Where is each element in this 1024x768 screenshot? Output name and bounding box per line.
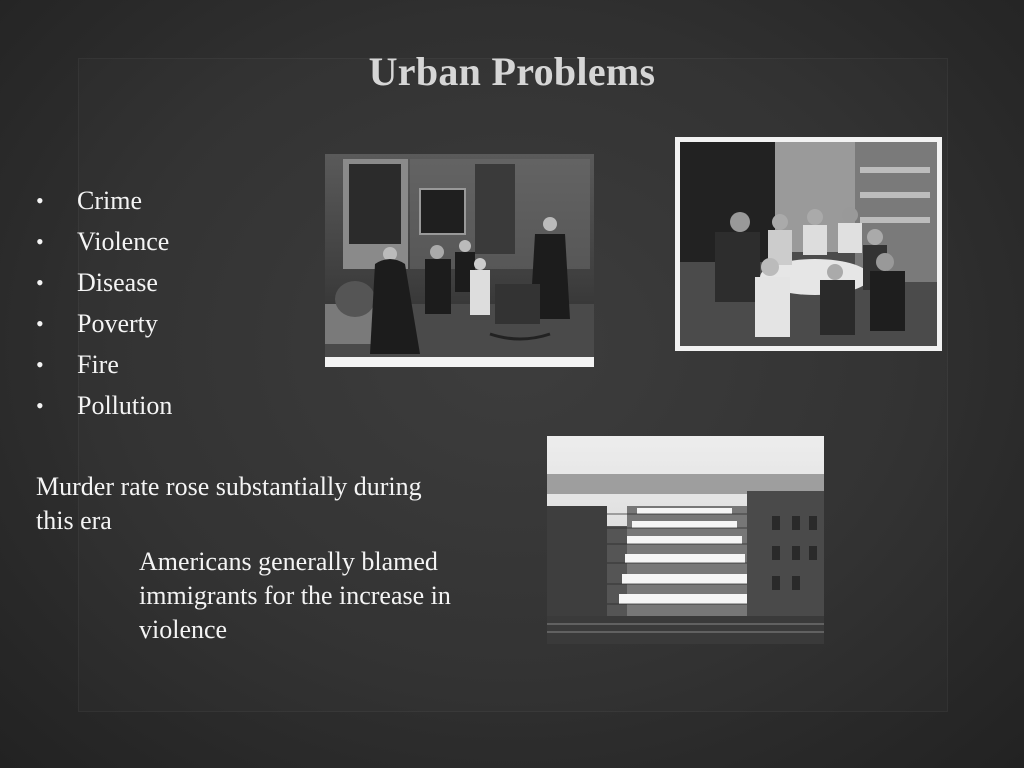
immigrants-blamed-text: Americans generally blamed immigrants for the increase in violence [139, 547, 451, 644]
bullet-item [36, 221, 172, 262]
bullet-dot-icon: • [36, 229, 44, 254]
bullet-text: Pollution [77, 391, 173, 420]
bullet-item [36, 303, 172, 344]
bullet-dot-icon: • [36, 270, 44, 295]
bullet-text: Crime [77, 186, 142, 215]
bullet-item [36, 385, 172, 426]
slide-title: Urban Problems [368, 49, 656, 94]
murder-rate-text: Murder rate rose substantially during this era [36, 472, 422, 535]
bullet-text: Fire [77, 350, 119, 379]
bullet-list [36, 180, 172, 426]
bullet-item [36, 344, 172, 385]
tenement-family-photo [325, 154, 594, 367]
bullet-item [36, 262, 172, 303]
bullet-item [36, 180, 172, 221]
bullet-text: Poverty [77, 309, 158, 338]
bullet-dot-icon: • [36, 352, 44, 377]
tenement-laundry-lines-photo [547, 436, 824, 644]
bullet-dot-icon: • [36, 188, 44, 213]
family-dinner-photo [675, 137, 942, 351]
bullet-text: Violence [77, 227, 170, 256]
bullet-dot-icon: • [36, 393, 44, 418]
bullet-text: Disease [77, 268, 158, 297]
bullet-dot-icon: • [36, 311, 44, 336]
